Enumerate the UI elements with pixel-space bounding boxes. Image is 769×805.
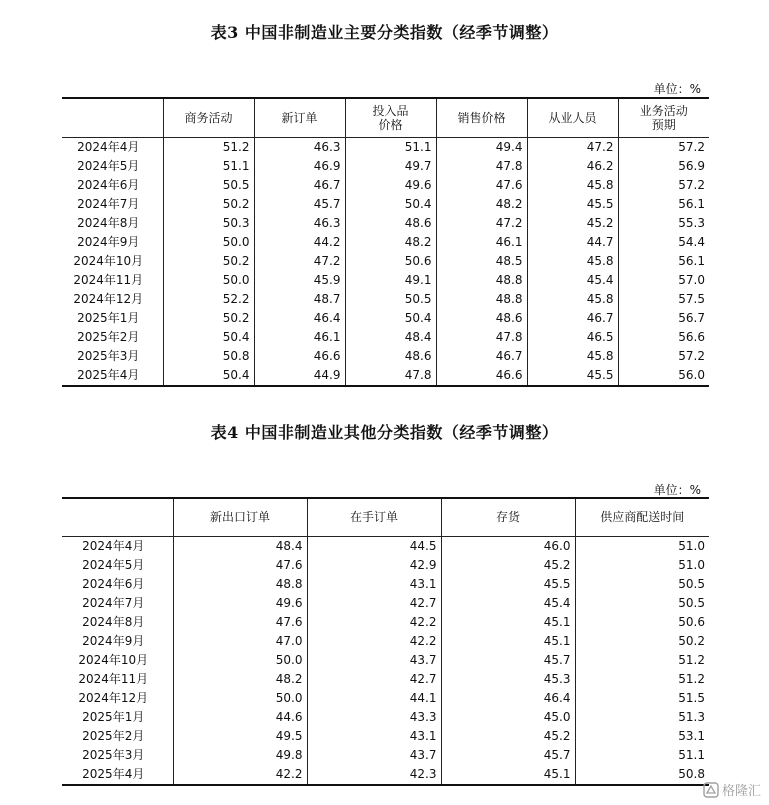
table-row (62, 214, 709, 233)
table-cell-value: 42.7 (307, 594, 441, 613)
table-cell-value: 46.4 (441, 689, 575, 708)
table-cell-value: 50.5 (345, 290, 436, 309)
table-cell-value: 51.1 (575, 746, 709, 765)
table-cell-value: 51.0 (575, 556, 709, 575)
table-cell-value: 54.4 (618, 233, 709, 252)
table-cell-value: 46.7 (254, 176, 345, 195)
row-month-label: 2024年7月 (77, 196, 140, 211)
table-cell-value: 43.7 (307, 651, 441, 670)
table-cell-value: 51.1 (345, 137, 436, 157)
table-cell-value: 44.7 (527, 233, 618, 252)
table-cell-value: 46.4 (254, 309, 345, 328)
table3-header-blank (62, 98, 163, 137)
table-row (62, 233, 709, 252)
table-cell-value: 50.8 (163, 347, 254, 366)
table3-body (62, 137, 709, 386)
table-row (62, 670, 709, 689)
table4-header-row (62, 498, 709, 536)
table-cell-value: 57.2 (618, 176, 709, 195)
row-month-label: 2025年3月 (77, 348, 140, 363)
table-cell-value: 49.8 (173, 746, 307, 765)
table-cell-value: 45.8 (527, 252, 618, 271)
table-cell-value: 48.2 (345, 233, 436, 252)
table-cell-value: 50.5 (575, 594, 709, 613)
table3-column-header: 从业人员 (527, 98, 618, 137)
table-cell-value: 48.8 (436, 271, 527, 290)
table-cell-value: 46.1 (254, 328, 345, 347)
table-row (62, 536, 709, 556)
table-cell-value: 56.1 (618, 252, 709, 271)
table-cell-value: 47.0 (173, 632, 307, 651)
table-cell-value: 45.0 (441, 708, 575, 727)
table-cell-value: 45.2 (441, 556, 575, 575)
table-row (62, 176, 709, 195)
table-cell-value: 48.6 (436, 309, 527, 328)
table-row (62, 613, 709, 632)
table-cell-value: 48.2 (436, 195, 527, 214)
table-cell-value: 47.2 (527, 137, 618, 157)
table-cell-value: 42.2 (307, 632, 441, 651)
table-cell-value: 49.5 (173, 727, 307, 746)
table-row (62, 271, 709, 290)
table-cell-value: 44.5 (307, 536, 441, 556)
table3-column-header: 商务活动 (163, 98, 254, 137)
table3-title: 表3 中国非制造业主要分类指数（经季节调整） (210, 23, 559, 42)
table-row (62, 137, 709, 157)
table-cell-value: 47.2 (254, 252, 345, 271)
table-row (62, 157, 709, 176)
table-row (62, 746, 709, 765)
row-month-label: 2024年7月 (82, 595, 145, 610)
table-cell-value: 50.0 (163, 271, 254, 290)
table-row (62, 651, 709, 670)
table-cell-value: 50.6 (345, 252, 436, 271)
table4-title: 表4 中国非制造业其他分类指数（经季节调整） (210, 423, 559, 442)
table-cell-value: 44.1 (307, 689, 441, 708)
row-month-label: 2025年2月 (82, 728, 145, 743)
table-cell-value: 45.4 (527, 271, 618, 290)
table4-other-indices (62, 497, 709, 786)
table4-body (62, 536, 709, 785)
table-cell-value: 50.2 (163, 195, 254, 214)
table-cell-value: 47.8 (436, 157, 527, 176)
table-cell-value: 45.5 (527, 366, 618, 386)
table3-main-indices (62, 97, 709, 387)
table-row (62, 689, 709, 708)
table-cell-value: 42.9 (307, 556, 441, 575)
table-cell-value: 46.3 (254, 214, 345, 233)
table-cell-value: 45.1 (441, 765, 575, 785)
table3-unit-label: 单位：% (653, 82, 701, 96)
table-row (62, 347, 709, 366)
table3-column-header: 业务活动 预期 (618, 98, 709, 137)
row-month-label: 2025年4月 (82, 766, 145, 781)
table-cell-value: 48.4 (345, 328, 436, 347)
table-cell-value: 49.7 (345, 157, 436, 176)
table-cell-value: 52.2 (163, 290, 254, 309)
table-cell-value: 42.2 (307, 613, 441, 632)
table-cell-value: 49.4 (436, 137, 527, 157)
row-month-label: 2024年11月 (73, 272, 144, 287)
table-cell-value: 44.2 (254, 233, 345, 252)
table-cell-value: 49.1 (345, 271, 436, 290)
table-row (62, 252, 709, 271)
row-month-label: 2025年1月 (82, 709, 145, 724)
table-cell-value: 57.2 (618, 137, 709, 157)
table-cell-value: 47.2 (436, 214, 527, 233)
table-cell-value: 43.3 (307, 708, 441, 727)
table-row (62, 708, 709, 727)
table-cell-value: 48.6 (345, 214, 436, 233)
row-month-label: 2024年9月 (77, 234, 140, 249)
table-cell-value: 46.0 (441, 536, 575, 556)
table4-unit-label: 单位：% (653, 483, 701, 497)
table-cell-value: 50.0 (173, 689, 307, 708)
row-month-label: 2024年12月 (73, 291, 144, 306)
table-row (62, 727, 709, 746)
table-cell-value: 45.8 (527, 290, 618, 309)
watermark (703, 780, 761, 799)
table-cell-value: 46.6 (254, 347, 345, 366)
row-month-label: 2024年10月 (78, 652, 149, 667)
table-cell-value: 49.6 (173, 594, 307, 613)
table-cell-value: 45.8 (527, 176, 618, 195)
table-cell-value: 45.7 (254, 195, 345, 214)
table-cell-value: 44.6 (173, 708, 307, 727)
table-cell-value: 45.8 (527, 347, 618, 366)
table-row (62, 556, 709, 575)
table-cell-value: 50.5 (163, 176, 254, 195)
table-cell-value: 51.3 (575, 708, 709, 727)
table-row (62, 195, 709, 214)
table-row (62, 765, 709, 785)
table-row (62, 366, 709, 386)
table-cell-value: 48.5 (436, 252, 527, 271)
table-cell-value: 43.1 (307, 727, 441, 746)
table-cell-value: 50.0 (173, 651, 307, 670)
table-cell-value: 48.7 (254, 290, 345, 309)
table-cell-value: 56.0 (618, 366, 709, 386)
table-cell-value: 43.7 (307, 746, 441, 765)
row-month-label: 2024年5月 (82, 557, 145, 572)
table-cell-value: 48.6 (345, 347, 436, 366)
table-cell-value: 45.2 (527, 214, 618, 233)
table-cell-value: 47.6 (173, 556, 307, 575)
row-month-label: 2024年5月 (77, 158, 140, 173)
row-month-label: 2025年3月 (82, 747, 145, 762)
table-cell-value: 46.3 (254, 137, 345, 157)
gelonghui-logo-icon (703, 782, 719, 798)
table-cell-value: 57.2 (618, 347, 709, 366)
row-month-label: 2024年8月 (82, 614, 145, 629)
table-cell-value: 48.2 (173, 670, 307, 689)
table-cell-value: 56.6 (618, 328, 709, 347)
table-row (62, 632, 709, 651)
table-cell-value: 47.6 (173, 613, 307, 632)
table-cell-value: 51.2 (575, 670, 709, 689)
table4-header-blank (62, 498, 173, 536)
table-cell-value: 46.5 (527, 328, 618, 347)
table-cell-value: 48.4 (173, 536, 307, 556)
row-month-label: 2024年6月 (77, 177, 140, 192)
table-cell-value: 55.3 (618, 214, 709, 233)
table-cell-value: 57.0 (618, 271, 709, 290)
table4-column-header: 存货 (441, 498, 575, 536)
table-cell-value: 56.9 (618, 157, 709, 176)
row-month-label: 2024年11月 (78, 671, 149, 686)
table3-header-row (62, 98, 709, 137)
table-cell-value: 50.2 (163, 309, 254, 328)
table-cell-value: 45.5 (527, 195, 618, 214)
row-month-label: 2024年4月 (77, 139, 140, 154)
table-row (62, 594, 709, 613)
table-cell-value: 46.2 (527, 157, 618, 176)
table-row (62, 309, 709, 328)
row-month-label: 2024年4月 (82, 538, 145, 553)
table-cell-value: 45.9 (254, 271, 345, 290)
table-cell-value: 42.3 (307, 765, 441, 785)
table-cell-value: 46.1 (436, 233, 527, 252)
table3-column-header: 销售价格 (436, 98, 527, 137)
table-cell-value: 50.2 (575, 632, 709, 651)
table-cell-value: 48.8 (173, 575, 307, 594)
table-cell-value: 45.7 (441, 651, 575, 670)
table-cell-value: 46.7 (436, 347, 527, 366)
table-cell-value: 46.7 (527, 309, 618, 328)
table-cell-value: 50.2 (163, 252, 254, 271)
table-cell-value: 50.0 (163, 233, 254, 252)
table-cell-value: 47.8 (436, 328, 527, 347)
table-cell-value: 48.8 (436, 290, 527, 309)
row-month-label: 2025年2月 (77, 329, 140, 344)
table-cell-value: 51.5 (575, 689, 709, 708)
row-month-label: 2024年8月 (77, 215, 140, 230)
table-row (62, 575, 709, 594)
table-row (62, 290, 709, 309)
table-cell-value: 45.1 (441, 613, 575, 632)
table-cell-value: 49.6 (345, 176, 436, 195)
table-cell-value: 56.7 (618, 309, 709, 328)
table-cell-value: 43.1 (307, 575, 441, 594)
table-row (62, 328, 709, 347)
table-cell-value: 50.3 (163, 214, 254, 233)
table-cell-value: 45.2 (441, 727, 575, 746)
table4-column-header: 供应商配送时间 (575, 498, 709, 536)
table-cell-value: 50.4 (163, 366, 254, 386)
row-month-label: 2024年12月 (78, 690, 149, 705)
table-cell-value: 47.6 (436, 176, 527, 195)
table4-column-header: 在手订单 (307, 498, 441, 536)
table-cell-value: 50.8 (575, 765, 709, 785)
row-month-label: 2025年1月 (77, 310, 140, 325)
table-cell-value: 45.3 (441, 670, 575, 689)
table-cell-value: 51.1 (163, 157, 254, 176)
table-cell-value: 45.5 (441, 575, 575, 594)
table-cell-value: 46.9 (254, 157, 345, 176)
table-cell-value: 50.4 (345, 309, 436, 328)
row-month-label: 2024年6月 (82, 576, 145, 591)
table-cell-value: 47.8 (345, 366, 436, 386)
table-cell-value: 56.1 (618, 195, 709, 214)
table3-column-header: 新订单 (254, 98, 345, 137)
table-cell-value: 45.7 (441, 746, 575, 765)
table-cell-value: 51.2 (163, 137, 254, 157)
table-cell-value: 53.1 (575, 727, 709, 746)
table3-column-header: 投入品 价格 (345, 98, 436, 137)
table-cell-value: 42.2 (173, 765, 307, 785)
row-month-label: 2024年9月 (82, 633, 145, 648)
row-month-label: 2025年4月 (77, 367, 140, 382)
table4-column-header: 新出口订单 (173, 498, 307, 536)
table-cell-value: 46.6 (436, 366, 527, 386)
table-cell-value: 50.4 (345, 195, 436, 214)
table-cell-value: 45.4 (441, 594, 575, 613)
table-cell-value: 57.5 (618, 290, 709, 309)
table-cell-value: 42.7 (307, 670, 441, 689)
table-cell-value: 50.6 (575, 613, 709, 632)
table-cell-value: 51.0 (575, 536, 709, 556)
table-cell-value: 50.5 (575, 575, 709, 594)
table-cell-value: 44.9 (254, 366, 345, 386)
row-month-label: 2024年10月 (73, 253, 144, 268)
table-cell-value: 45.1 (441, 632, 575, 651)
table-cell-value: 51.2 (575, 651, 709, 670)
table-cell-value: 50.4 (163, 328, 254, 347)
watermark-text: 格隆汇 (721, 784, 761, 799)
